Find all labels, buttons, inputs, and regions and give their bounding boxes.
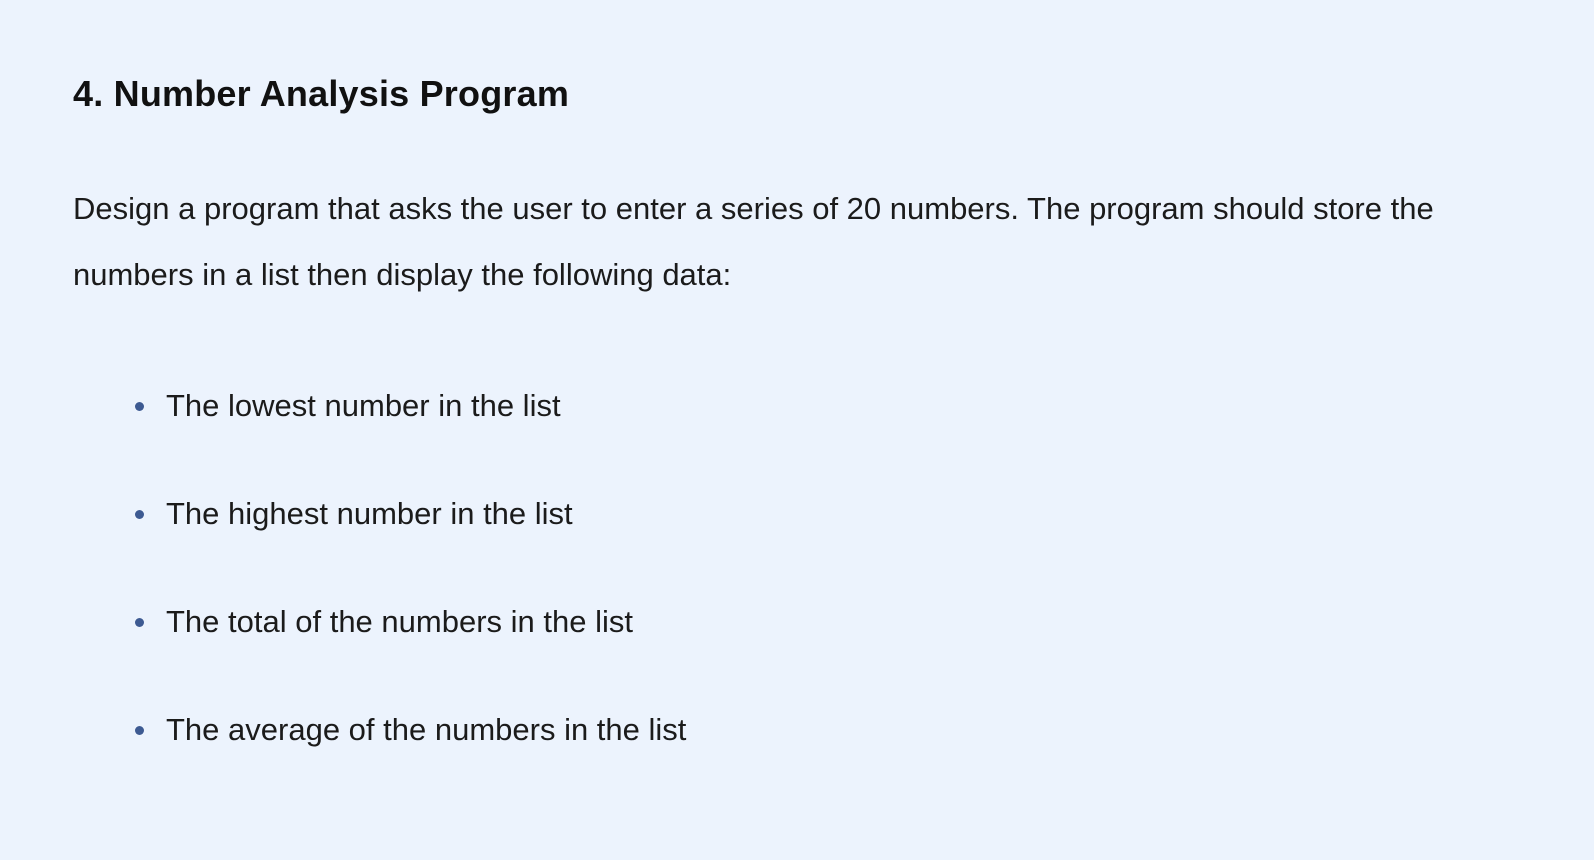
bullet-icon [135, 618, 144, 627]
section-heading: 4. Number Analysis Program [73, 73, 570, 114]
list-item [135, 710, 1594, 750]
list-item [135, 602, 1594, 642]
bullet-icon [135, 726, 144, 735]
list-item-text: The average of the numbers in the list [166, 712, 687, 747]
list-item-text: The lowest number in the list [166, 388, 561, 423]
required-output-list [73, 386, 1594, 750]
list-item-text: The total of the numbers in the list [166, 604, 633, 639]
bullet-icon [135, 402, 144, 411]
list-item-text: The highest number in the list [166, 496, 573, 531]
list-item [135, 386, 1594, 426]
list-item [135, 494, 1594, 534]
bullet-icon [135, 510, 144, 519]
problem-description: Design a program that asks the user to enter a series of 20 numbers. The program should store the numbers in a list then display the following data: [73, 191, 1434, 292]
